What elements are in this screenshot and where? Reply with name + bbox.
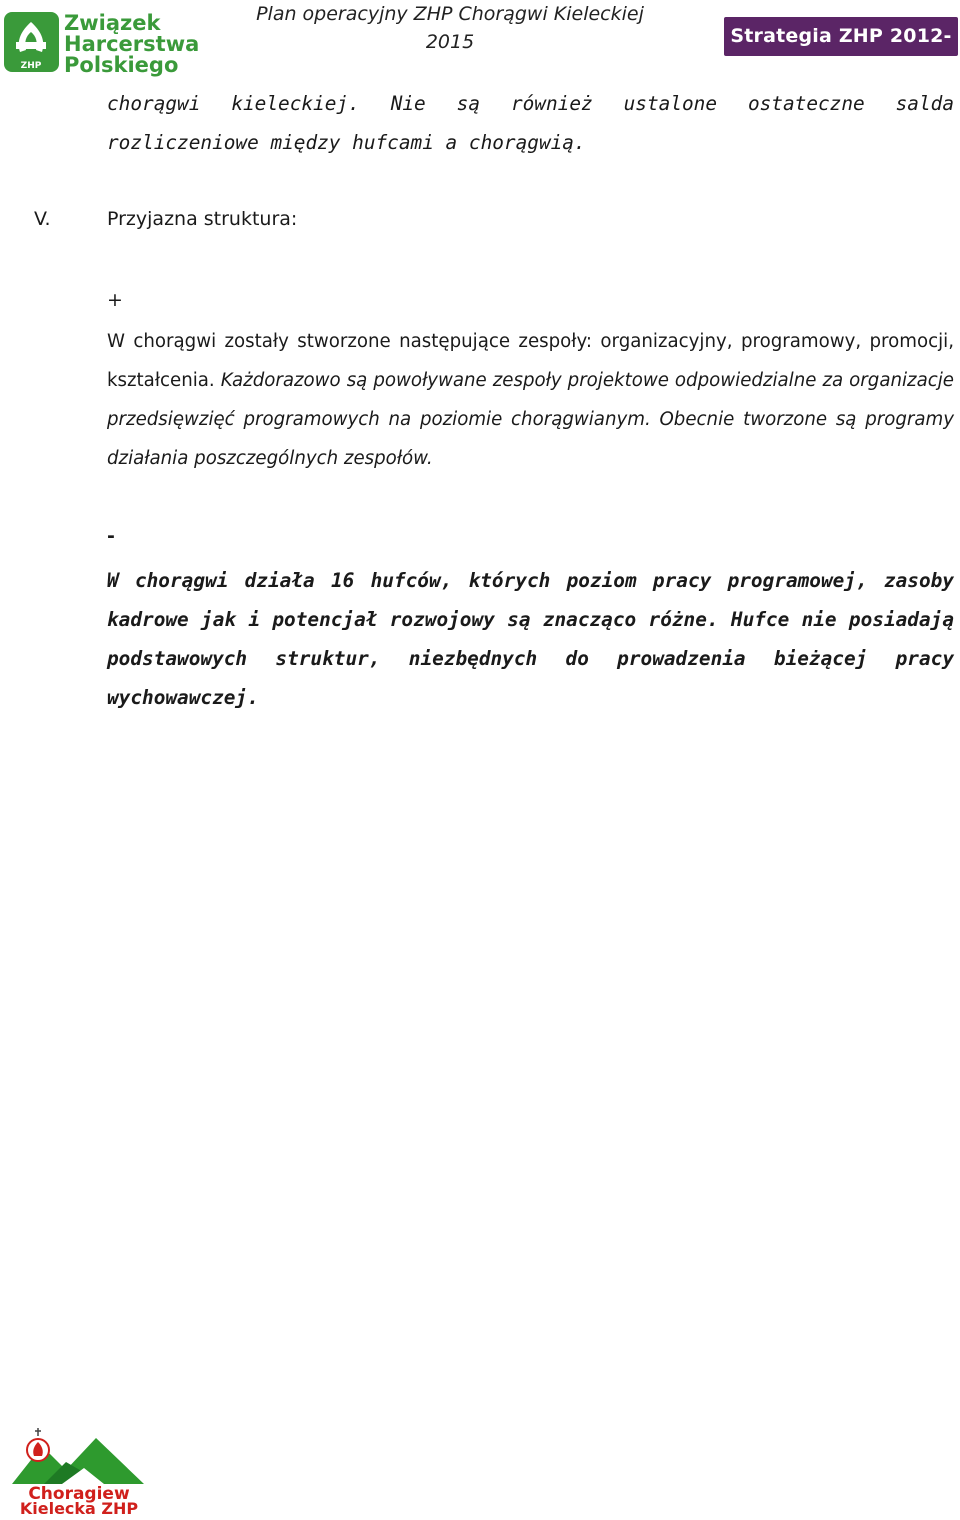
footer-logo-line-2: Kielecka ZHP: [19, 1499, 139, 1518]
logo-line-3: Polskiego: [64, 53, 179, 77]
section-heading: [34, 200, 297, 239]
minus-paragraph: W chorągwi działa 16 hufców, których poziom pracy programowej, zasoby kadrowe jak i potencjał rozwojowy są znacząco różne. Hufce nie posiadają podstawowych struktur, niezbędnych do prowadzenia bieżącej pracy wychowawczej.: [107, 569, 954, 709]
minus-marker: -: [107, 525, 115, 547]
plus-marker: +: [107, 289, 123, 311]
document-title: [230, 0, 670, 56]
section-number: V.: [34, 208, 51, 230]
plus-paragraph: [107, 322, 954, 478]
section-title: Przyjazna struktura:: [107, 208, 298, 230]
svg-text:ZHP: ZHP: [20, 61, 42, 71]
title-line-1: Plan operacyjny ZHP Chorągwi Kieleckiej: [256, 3, 644, 25]
plus-text-regular: W chorągwi zostały stworzone następujące zespoły: organizacyjny, programowy, promocji, kształcenia.: [107, 331, 954, 391]
plus-text-italic: Każdorazowo są powoływane zespoły projektowe odpowiedzialne za organizacje przedsięwzięć programowych na poziomie chorągwianym. Obecnie tworzone są programy działania poszczególnych zespołów.: [107, 370, 954, 469]
logo-line-1: Związek: [64, 11, 161, 35]
page-header: [0, 0, 960, 86]
strategy-badge: Strategia ZHP 2012-2017: [724, 17, 958, 56]
continuation-paragraph: chorągwi kieleckiej. Nie są również ustalone ostateczne salda rozliczeniowe między hufcami a chorągwią.: [107, 92, 954, 154]
title-line-2: 2015: [425, 31, 475, 53]
choragiew-kielecka-logo: [4, 1428, 154, 1516]
logo-line-2: Harcerstwa: [64, 32, 200, 56]
zhp-logo: [2, 6, 200, 78]
footer-logo-line-1: Choragiew: [28, 1484, 130, 1504]
